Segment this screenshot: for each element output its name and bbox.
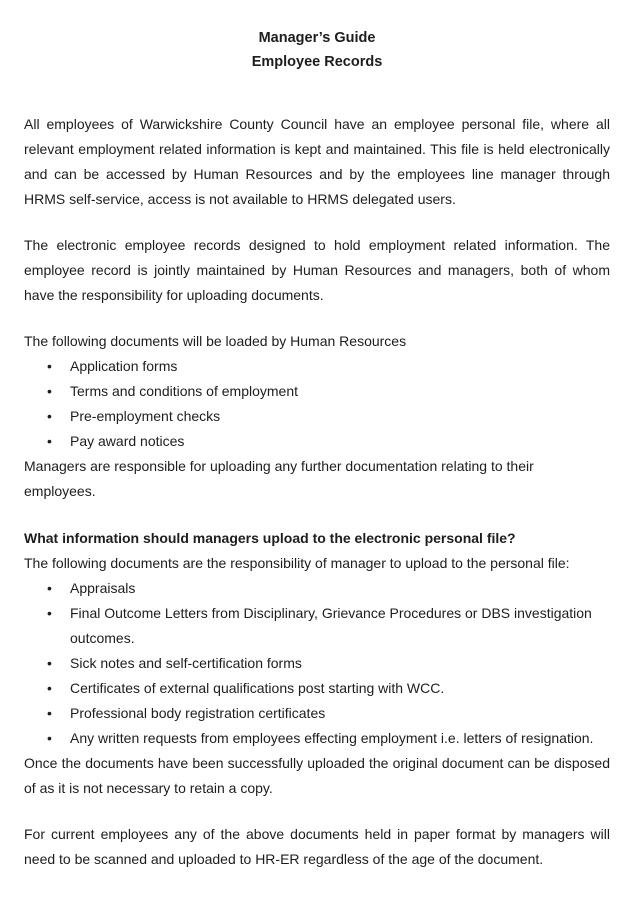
list-item: • Final Outcome Letters from Disciplinary, Grievance Procedures or DBS investigation outcomes. [24,601,610,651]
hr-documents-list [24,354,610,454]
list-item: • Pre-employment checks [24,404,610,429]
list-item: • Terms and conditions of employment [24,379,610,404]
paper-format-paragraph: For current employees any of the above documents held in paper format by managers will need to be scanned and uploaded to HR-ER regardless of the age of the document. [24,826,610,867]
records-paragraph: The electronic employee records designed to hold employment related information. The employee record is jointly maintained by Human Resources and managers, both of whom have the responsibility for uploading documents. [24,237,610,303]
section-heading: What information should managers upload to the electronic personal file? [24,530,516,546]
title-line-1: Manager’s Guide [258,30,376,46]
managers-paragraph: Managers are responsible for uploading any further documentation relating to their employees. [24,458,534,499]
intro-paragraph: All employees of Warwickshire County Council have an employee personal file, where all relevant employment related information is kept and maintained. This file is held electronically and can be accessed by Human Resources and by the employees line manager through HRMS self-service, access is not available to HRMS delegated users. [24,116,610,207]
title-line-2: Employee Records [251,54,383,70]
document-title [24,26,610,74]
hr-list-intro: The following documents will be loaded by Human Resources [24,333,407,349]
list-item: • Professional body registration certificates [24,701,610,726]
list-item: • Appraisals [24,576,610,601]
upload-list-intro: The following documents are the responsibility of manager to upload to the personal file: [24,555,570,571]
list-item: • Any written requests from employees effecting employment i.e. letters of resignation. [24,726,610,751]
list-item: • Pay award notices [24,429,610,454]
list-item: • Certificates of external qualifications post starting with WCC. [24,676,610,701]
disposal-paragraph: Once the documents have been successfully uploaded the original document can be disposed of as it is not necessary to retain a copy. [24,755,610,796]
manager-documents-list [24,576,610,751]
list-item: • Sick notes and self-certification forms [24,651,610,676]
list-item: • Application forms [24,354,610,379]
